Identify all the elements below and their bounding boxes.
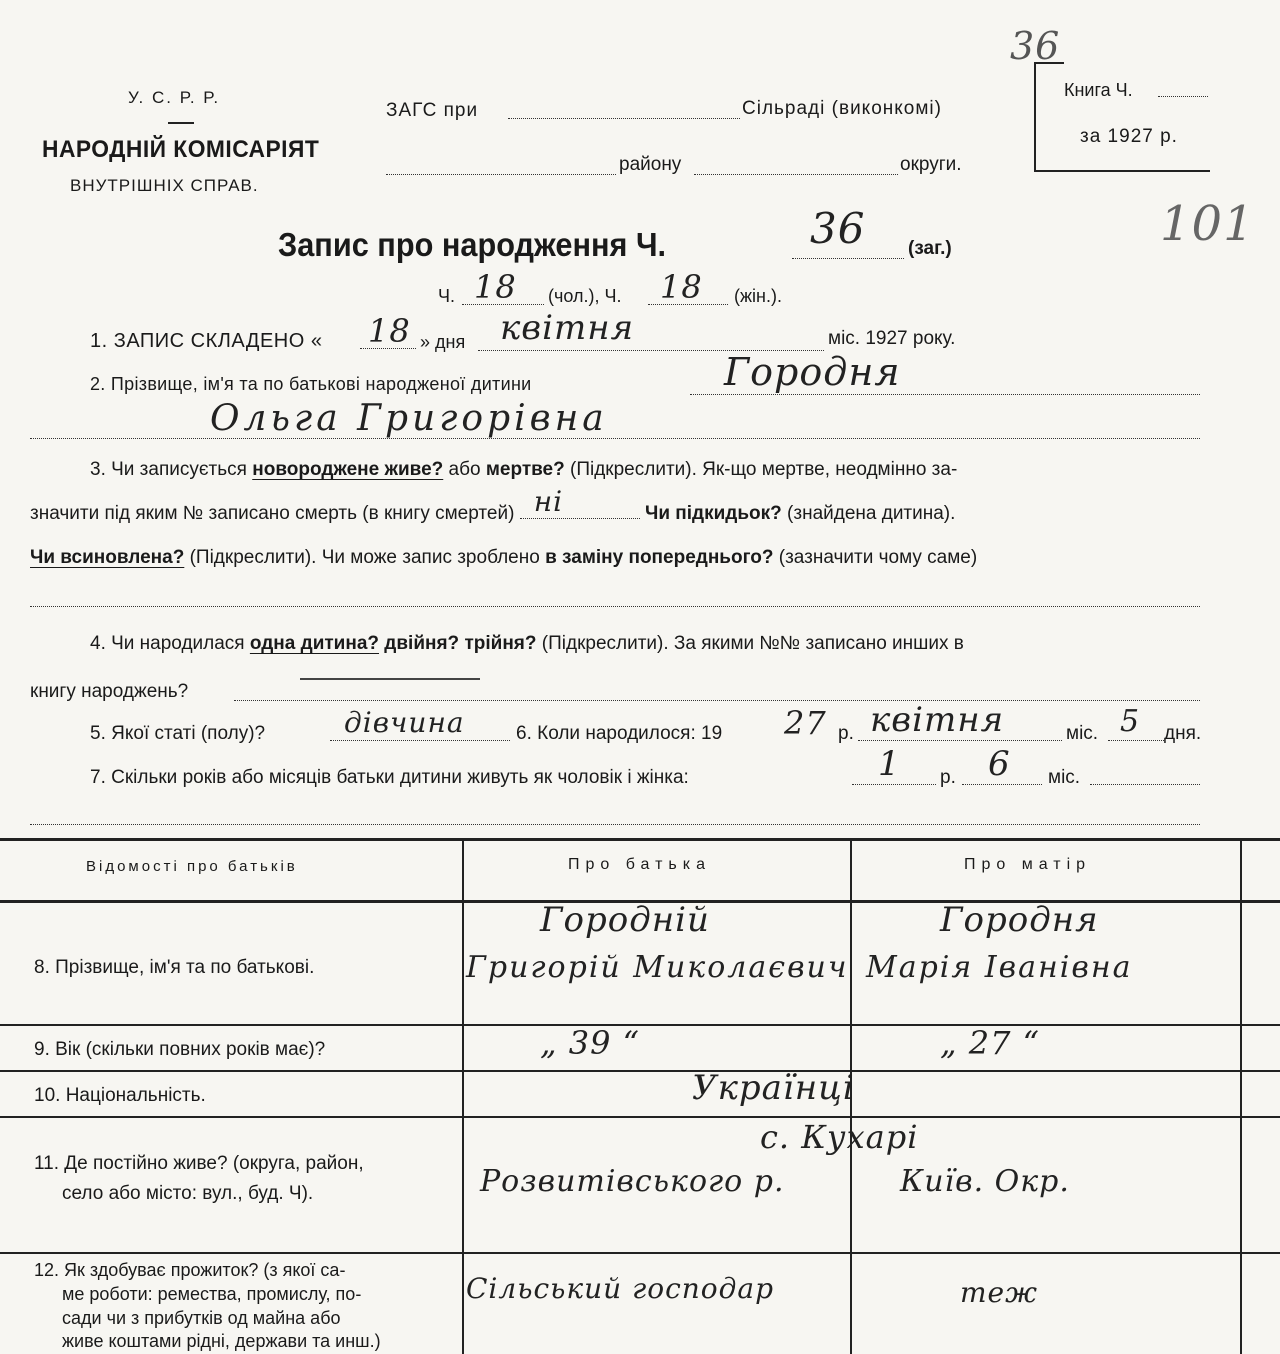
header-rule bbox=[168, 122, 194, 124]
book-box-bottom bbox=[1034, 170, 1210, 172]
adopted-option: Чи всиновлена? bbox=[30, 547, 185, 568]
sub-prefix: Ч. bbox=[438, 286, 455, 306]
rayon-field bbox=[386, 156, 616, 175]
row12-label-2: ме роботи: ремества, промислу, по- bbox=[62, 1284, 362, 1304]
item2-label: 2. Прізвище, ім'я та по батькові народженої дитини bbox=[90, 374, 532, 394]
mother-occupation: теж bbox=[960, 1276, 1038, 1309]
item3-field bbox=[30, 594, 1200, 607]
item1-year: міс. 1927 року. bbox=[828, 328, 956, 349]
table-row10-rule bbox=[0, 1116, 1280, 1118]
item4-a: 4. Чи народилася bbox=[90, 633, 245, 654]
child-surname: Городня bbox=[724, 350, 901, 394]
table-col1-rule bbox=[462, 838, 464, 1354]
book-label: Книга Ч. bbox=[1064, 80, 1133, 100]
item3-c: значити під яким № записано смерть (в книгу смертей) bbox=[30, 503, 515, 524]
item3-a: 3. Чи записується bbox=[90, 459, 247, 480]
item7-tail bbox=[1090, 770, 1200, 785]
okruha-label: округи. bbox=[900, 154, 962, 175]
father-age: „ 39 “ bbox=[540, 1024, 640, 1062]
okruha-field bbox=[694, 156, 898, 175]
nationality: Українці bbox=[692, 1068, 855, 1108]
female-label: (жін.). bbox=[734, 286, 782, 306]
item4-line1 bbox=[90, 630, 964, 658]
book-field bbox=[1158, 84, 1208, 97]
item3-line3 bbox=[30, 544, 977, 572]
item4-field bbox=[234, 686, 1200, 701]
item6-dnya: дня. bbox=[1164, 723, 1202, 744]
item7-mis: міс. bbox=[1048, 767, 1081, 788]
item6-day: 5 bbox=[1120, 704, 1141, 739]
found-child: (знайдена дитина). bbox=[787, 503, 956, 524]
item1-label: 1. ЗАПИС СКЛАДЕНО « bbox=[90, 330, 323, 352]
row8-label: 8. Прізвище, ім'я та по батькові. bbox=[34, 957, 315, 978]
item6-month: квітня bbox=[870, 700, 1005, 740]
mother-name: Марія Іванівна bbox=[866, 950, 1133, 985]
item7-label: 7. Скільки років або місяців батьки дитини живуть як чоловік і жінка: bbox=[90, 767, 689, 788]
row11-label-1: 11. Де постійно живе? (округа, район, bbox=[34, 1153, 364, 1174]
rayon-label: району bbox=[619, 154, 682, 175]
ussr-label: У. С. Р. Р. bbox=[128, 88, 221, 107]
item7-r: р. bbox=[940, 767, 956, 788]
col-father-header: Про батька bbox=[568, 856, 711, 873]
mother-age: „ 27 “ bbox=[940, 1024, 1040, 1062]
foundling-option: Чи підкидьок? bbox=[644, 503, 782, 524]
record-number: 36 bbox=[810, 204, 866, 253]
item1-month: квітня bbox=[500, 308, 635, 348]
dead-option: мертве? bbox=[485, 459, 565, 480]
zags-prefix: ЗАГС при bbox=[386, 100, 479, 121]
item6-label: 6. Коли народилося: 19 bbox=[516, 723, 723, 744]
row12-label-4: живе коштами рідні, держави та инш.) bbox=[62, 1331, 381, 1351]
item1-day-suffix: » дня bbox=[420, 332, 466, 352]
residence-village: с. Кухарі bbox=[760, 1118, 919, 1156]
corner-number: 36 bbox=[1010, 24, 1061, 68]
item7-months: 6 bbox=[988, 744, 1011, 784]
row12-label-1: 12. Як здобуває прожиток? (з якої са- bbox=[34, 1260, 346, 1280]
item5-label: 5. Якої статі (полу)? bbox=[90, 723, 266, 744]
item6-r: р. bbox=[838, 723, 854, 744]
mother-residence: Київ. Окр. bbox=[900, 1164, 1070, 1199]
item7-field-2 bbox=[30, 814, 1200, 825]
item3-line1 bbox=[90, 456, 957, 484]
father-surname: Городній bbox=[540, 900, 710, 940]
death-no-value: ні bbox=[533, 485, 564, 518]
one-child-option: одна дитина? bbox=[249, 633, 380, 654]
book-box-left bbox=[1034, 62, 1036, 172]
item1-day: 18 bbox=[368, 312, 411, 350]
male-label: (чол.), Ч. bbox=[548, 286, 622, 306]
item7-years: 1 bbox=[878, 744, 901, 784]
male-no: 18 bbox=[474, 268, 517, 306]
item3-d: (Підкреслити). Чи може запис зроблено bbox=[189, 547, 540, 568]
child-name: Ольга Григорівна bbox=[210, 398, 608, 439]
item4-dash bbox=[300, 678, 480, 680]
selrada-label: Сільраді (виконкомі) bbox=[742, 98, 942, 119]
twins-option: двійня? bbox=[384, 633, 460, 654]
item3-line2 bbox=[30, 485, 956, 528]
row12-label-3: сади чи з прибутків од майна або bbox=[62, 1308, 341, 1328]
father-residence: Розвитівського р. bbox=[480, 1164, 785, 1199]
commissariat-title: НАРОДНІЙ КОМІСАРІЯТ bbox=[42, 136, 320, 163]
replace-option: в заміну попереднього? bbox=[545, 547, 774, 568]
row11-label-2: село або місто: вул., буд. Ч). bbox=[62, 1183, 314, 1204]
father-occupation: Сільський господар bbox=[466, 1272, 775, 1305]
item2-field-2 bbox=[30, 424, 1200, 439]
table-right-rule bbox=[1240, 838, 1242, 1354]
zags-field bbox=[508, 100, 740, 119]
item4-b: (Підкреслити). За якими №№ записано инших в bbox=[541, 633, 964, 654]
row9-label: 9. Вік (скільки повних років має)? bbox=[34, 1039, 326, 1060]
col-info-header: Відомості про батьків bbox=[86, 858, 298, 875]
item6-year: 27 bbox=[784, 704, 827, 742]
death-no-field bbox=[520, 485, 640, 519]
internal-affairs: ВНУТРІШНІХ СПРАВ. bbox=[70, 176, 259, 195]
father-name: Григорій Миколаєвич bbox=[466, 950, 849, 985]
mother-surname: Городня bbox=[940, 900, 1099, 940]
table-row8-rule bbox=[0, 1024, 1280, 1026]
table-top-rule bbox=[0, 838, 1280, 841]
record-suffix: (заг.) bbox=[908, 238, 952, 259]
item3-b: (Підкреслити). Як-що мертве, неодмінно за- bbox=[570, 459, 958, 480]
item5-value: дівчина bbox=[344, 706, 465, 739]
col-mother-header: Про матір bbox=[964, 856, 1092, 873]
item3-e: (зазначити чому саме) bbox=[778, 547, 978, 568]
table-row9-rule bbox=[0, 1070, 1280, 1072]
alive-option: новороджене живе? bbox=[252, 459, 444, 480]
item3-or: або bbox=[448, 459, 481, 480]
item6-mis: міс. bbox=[1066, 723, 1099, 744]
item4-c: книгу народжень? bbox=[30, 681, 189, 702]
book-year: за 1927 р. bbox=[1080, 126, 1178, 147]
table-row11-rule bbox=[0, 1252, 1280, 1254]
record-title: Запис про народження Ч. bbox=[278, 226, 667, 263]
triplets-option: трійня? bbox=[464, 633, 537, 654]
side-number: 101 bbox=[1160, 196, 1255, 252]
row10-label: 10. Національність. bbox=[34, 1085, 206, 1106]
female-no: 18 bbox=[660, 268, 703, 306]
